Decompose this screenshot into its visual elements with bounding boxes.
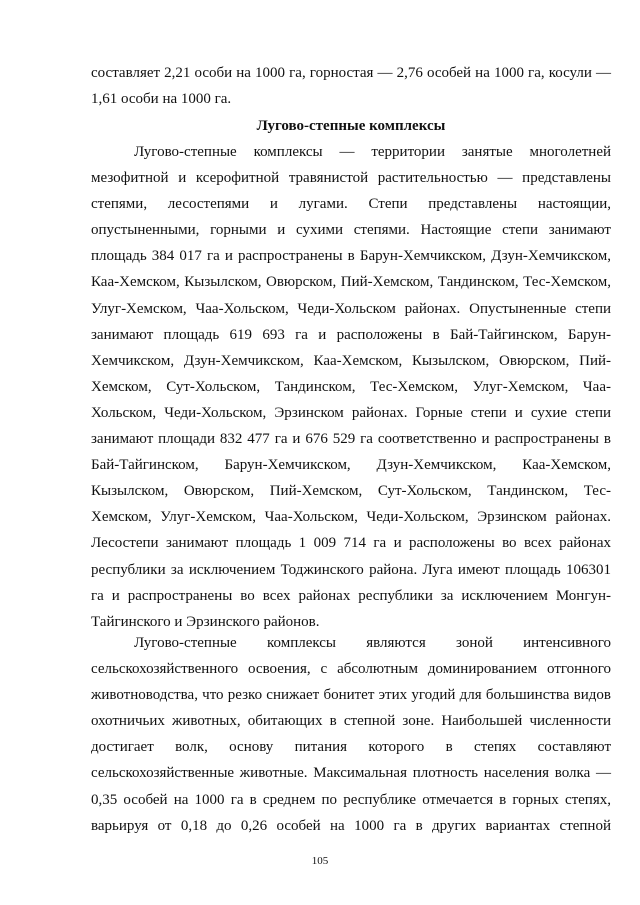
paragraph-continued: составляет 2,21 особи на 1000 га, горностая — 2,76 особей на 1000 га, косули — 1,61 особи на 1000 га. — [91, 65, 611, 108]
section-heading: Лугово-степные комплексы — [256, 118, 446, 134]
paragraph-agricultural-use: Лугово-степные комплексы являются зоной интенсивного сельскохозяйственного освоения, с абсолютным доминированием отгонного животноводства, что резко снижает бонитет этих угодий для большинства видов охотничьих животных, обитающих в степной зоне. Наибольшей численности достигает волк, основу питания которого в степях составляют сельскохозяйственные животные. Максимальная плотность населения волка — 0,35 особей на 1000 га в среднем по республике отмечается в горных степях, варьируя от 0,18 до 0,26 особей на 1000 га в других вариантах степной — [91, 635, 611, 834]
paragraph-meadow-steppe-description: Лугово-степные комплексы — территории занятые многолетней мезофитной и ксерофитной травянистой растительностью — представлены степями, лесостепями и лугами. Степи представлены настоящии, опустыненными, горными и сухими степями. Настоящие степи занимают площадь 384 017 га и распространены в Барун-Хемчикском, Дзун-Хемчикском, Каа-Хемском, Кызылском, Овюрском, Пий-Хемском, Тандинском, Тес-Хемском, Улуг-Хемском, Чаа-Хольском, Чеди-Хольском районах. Опустыненные степи занимают площадь 619 693 га и расположены в Бай-Тайгинском, Барун-Хемчикском, Дзун-Хемчикском, Каа-Хемском, Кызылском, Овюрском, Пий-Хемском, Сут-Хольском, Тандинском, Тес-Хемском, Улуг-Хемском, Чаа-Хольском, Чеди-Хольском, Эрзинском районах. Горные степи и сухие степи занимают площади 832 477 га и 676 529 га соответственно и распространены в Бай-Тайгинском, Барун-Хемчикском, Дзун-Хемчикском, Каа-Хемском, Кызылском, Овюрском, Пий-Хемском, Сут-Хольском, Тандинском, Тес-Хемском, Улуг-Хемском, Чаа-Хольском, Чеди-Хольском, Эрзинском районах. Лесостепи занимают площадь 1 009 714 га и расположены во всех районах республики за исключением Тоджинского района. Луга имеют площадь 106301 га и распространены во всех районах республики за исключением Монгун-Тайгинского и Эрзинского районов. — [91, 144, 611, 630]
page-number: 105 — [311, 855, 329, 867]
